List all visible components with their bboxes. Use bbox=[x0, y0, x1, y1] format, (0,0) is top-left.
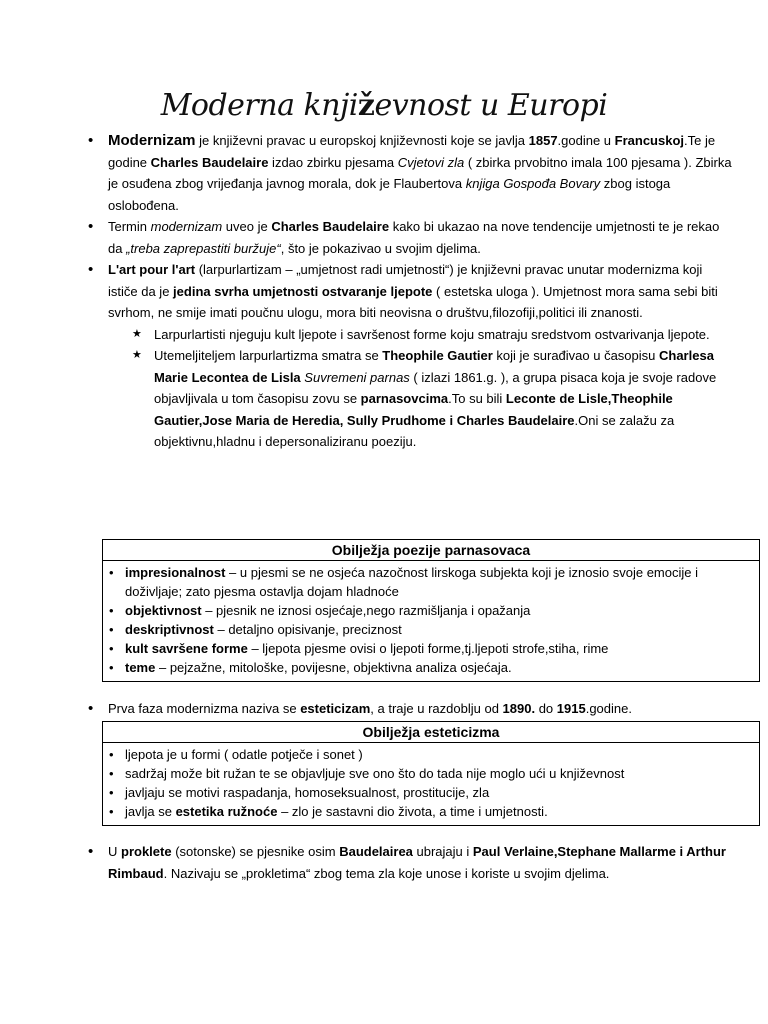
table-row bbox=[107, 563, 753, 601]
bullet-proklete bbox=[86, 841, 734, 884]
text: .godine u bbox=[557, 133, 615, 148]
page-title bbox=[0, 88, 768, 123]
table-row: • ljepota je u formi ( odatle potječe i sonet ) bbox=[107, 745, 753, 764]
quote: „treba zaprepastiti buržuje“ bbox=[126, 240, 281, 256]
star-sublist bbox=[132, 324, 734, 453]
title-part-bold: ž bbox=[357, 88, 375, 123]
term: L'art pour l'art bbox=[108, 262, 196, 277]
table-row bbox=[107, 601, 753, 620]
book-title: knjiga Gospođa Bovary bbox=[465, 176, 601, 191]
row-text: javlja se bbox=[125, 804, 176, 819]
table-rows bbox=[103, 561, 759, 681]
bullet-prva-faza bbox=[86, 698, 734, 720]
title-part: Moderna knji bbox=[160, 88, 358, 123]
text: zbog istoga oslobođena. bbox=[108, 176, 671, 213]
magazine-title: Suvremeni parnas bbox=[304, 369, 410, 385]
row-term: estetika ružnoće bbox=[175, 804, 278, 819]
table-header: Obilježja esteticizma bbox=[103, 722, 759, 743]
row-term: impresionalnost bbox=[125, 565, 226, 580]
year: 1890. bbox=[502, 701, 536, 716]
text: U bbox=[108, 844, 121, 859]
text: Prva faza modernizma naziva se bbox=[108, 701, 301, 716]
row-text: – pjesnik ne iznosi osjećaje,nego razmišljanja i opažanja bbox=[201, 603, 531, 618]
table-row bbox=[107, 658, 753, 677]
text: koji je surađivao u časopisu bbox=[492, 348, 659, 363]
text: ubrajaju i bbox=[412, 844, 473, 859]
text: , što je pokazivao u svojim djelima. bbox=[280, 240, 481, 256]
emphasis: jedina svrha umjetnosti ostvaranje ljepote bbox=[173, 283, 433, 299]
table-row bbox=[107, 802, 753, 821]
text: Termin bbox=[108, 219, 151, 234]
authors: Leconte de Lisle,Theophile Gautier,Jose Maria de Heredia, Sully Prudhome i Charles Baudelaire bbox=[154, 391, 673, 428]
year: 1915 bbox=[556, 701, 586, 716]
table-row: • sadržaj može bit ružan te se objavljuje sve ono što do tada nije moglo ući u književnost bbox=[107, 764, 753, 783]
text: (larpurlartizam – „umjetnost radi umjetnosti“) je književni pravac unutar modernizma koji ističe da je bbox=[108, 262, 703, 299]
table-row bbox=[107, 639, 753, 658]
text: (sotonske) se pjesnike osim bbox=[171, 844, 340, 859]
text: uveo je bbox=[222, 219, 272, 234]
term: modernizam bbox=[150, 219, 223, 234]
proklete-bullet bbox=[86, 841, 734, 884]
term: parnasovcima bbox=[360, 391, 449, 406]
author: Baudelairea bbox=[339, 844, 413, 859]
row-text: – detaljno opisivanje, preciznost bbox=[213, 622, 402, 637]
row-term: deskriptivnost bbox=[125, 622, 214, 637]
text: .Oni se zalažu za objektivnu,hladnu i depersonaliziranu poeziju. bbox=[154, 412, 675, 449]
row-text: – zlo je sastavni dio života, a time i umjetnosti. bbox=[277, 804, 548, 819]
table-row bbox=[107, 620, 753, 639]
author: Theophile Gautier bbox=[382, 348, 493, 363]
title-part: evnost u Europi bbox=[374, 88, 608, 123]
author: Charles Baudelaire bbox=[150, 154, 269, 170]
esteticizam-bullet bbox=[86, 698, 734, 720]
intro-bullet-list bbox=[86, 130, 734, 453]
author: Charles Baudelaire bbox=[271, 219, 390, 234]
text: Utemeljiteljem larpurlartizma smatra se bbox=[154, 348, 383, 363]
table-parnasovci bbox=[102, 539, 760, 682]
author: Charlesa Marie Lecontea de Lisla bbox=[154, 348, 714, 385]
text: ( izlazi 1861.g. ), a grupa pisaca koja je svoje radove objavljivala u tom časopisu zovu se bbox=[154, 369, 717, 406]
row-text: – u pjesmi se ne osjeća nazočnost lirskoga subjekta koji je iznosio svoje emocije i doživljaje; zato pjesma ostavlja dojam hladnoće bbox=[125, 565, 698, 599]
table-row: • javljaju se motivi raspadanja, homoseksualnost, prostitucije, zla bbox=[107, 783, 753, 802]
text: kako bi ukazao na nove tendencije umjetnosti te je rekao da bbox=[108, 219, 720, 256]
text: .godine. bbox=[585, 701, 632, 716]
book-title: Cvjetovi zla bbox=[397, 154, 465, 170]
term: proklete bbox=[121, 844, 172, 859]
place: Francuskoj bbox=[614, 133, 685, 148]
authors: Paul Verlaine,Stephane Mallarme i Arthur Rimbaud bbox=[108, 844, 726, 881]
table-rows bbox=[103, 743, 759, 825]
year: 1857 bbox=[528, 133, 558, 148]
text: . Nazivaju se „prokletima“ zbog tema zla koje unose i koriste u svojim djelima. bbox=[163, 865, 610, 881]
text: .Te je godine bbox=[108, 133, 716, 170]
term-modernizam: Modernizam bbox=[108, 132, 196, 149]
text: izdao zbirku pjesama bbox=[268, 154, 398, 170]
text: je književni pravac u europskoj književnosti koje se javlja bbox=[195, 133, 529, 148]
row-text: – pejzažne, mitološke, povijesne, objektivna analiza osjećaja. bbox=[155, 660, 512, 675]
row-term: kult savršene forme bbox=[125, 641, 248, 656]
star-item bbox=[132, 345, 734, 453]
bullet-lart-pour-lart bbox=[86, 259, 734, 453]
term: esteticizam bbox=[300, 701, 371, 716]
text: do bbox=[535, 701, 557, 716]
text: , a traje u razdoblju od bbox=[370, 701, 503, 716]
row-term: teme bbox=[125, 660, 156, 675]
bullet-termin bbox=[86, 216, 734, 259]
bullet-modernizam bbox=[86, 130, 734, 216]
table-esteticizam bbox=[102, 721, 760, 826]
star-item: ★ Larpurlartisti njeguju kult ljepote i savršenost forme koju smatraju sredstvom ostvarivanja ljepote. bbox=[132, 324, 734, 346]
row-text: – ljepota pjesme ovisi o ljepoti forme,tj.ljepoti strofe,stiha, rime bbox=[247, 641, 609, 656]
row-term: objektivnost bbox=[125, 603, 202, 618]
text: .To su bili bbox=[448, 391, 506, 406]
text: ( zbirka prvobitno imala 100 pjesama ). Zbirka je osuđena zbog vrijeđanja javnog morala, dok je Flaubertova bbox=[108, 154, 732, 191]
text: ( estetska uloga ). Umjetnost mora sama sebi biti svrhom, ne smije imati poučnu ulogu, mora biti neovisna o društvu,filozofiji,politici ili znanosti. bbox=[108, 283, 718, 320]
table-header: Obilježja poezije parnasovaca bbox=[103, 540, 759, 561]
